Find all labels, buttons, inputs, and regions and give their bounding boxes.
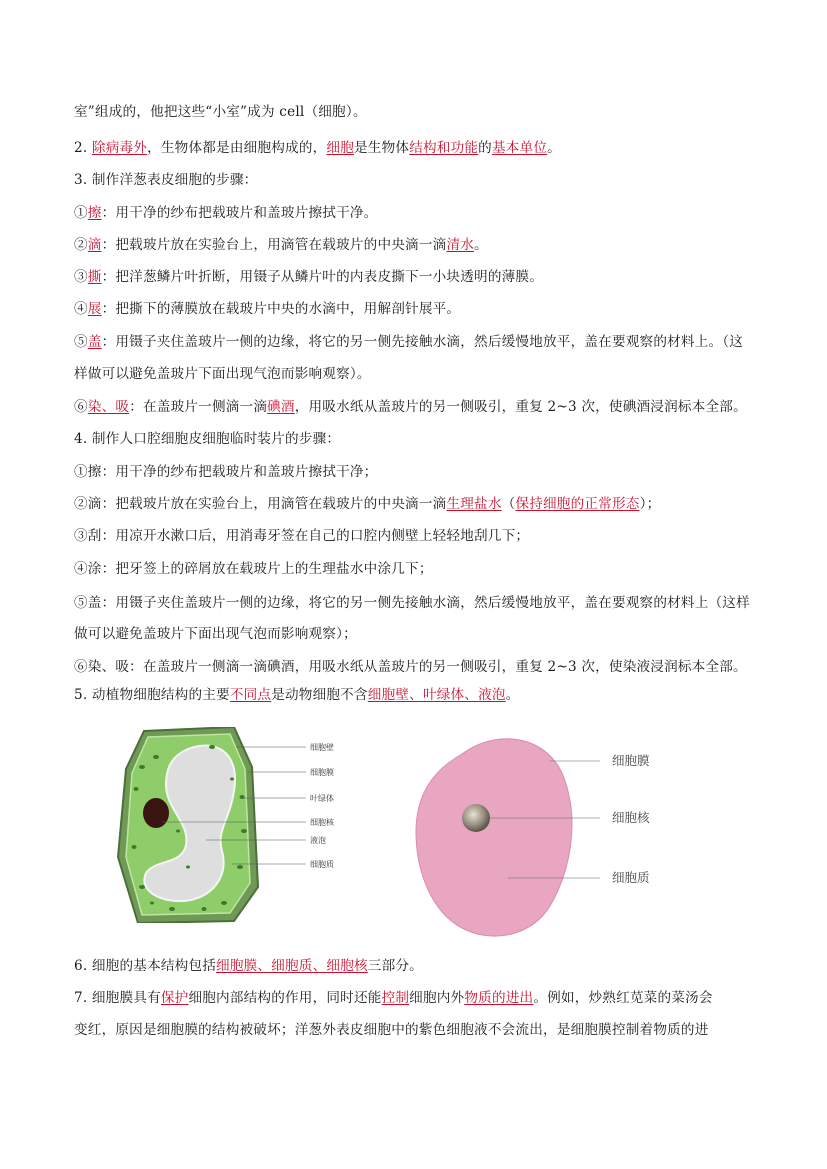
text-line — [74, 267, 764, 287]
answer-highlight: 碘酒 — [267, 399, 295, 415]
label-nucleus: 细胞核 — [310, 818, 334, 827]
plant-cell-diagram — [112, 727, 370, 923]
text-segment: 变红，原因是细胞膜的结构被破坏；洋葱外表皮细胞中的紫色细胞液不会流出，是细胞膜控制着物质的进 — [74, 1022, 709, 1038]
animal-nucleus — [462, 804, 490, 832]
text-line — [74, 462, 764, 482]
text-segment: 室”组成的，他把这些“小室”成为 cell（细胞）。 — [74, 104, 367, 120]
text-line — [74, 203, 764, 223]
text-line — [74, 364, 764, 384]
text-segment: ，用吸水纸从盖玻片的另一侧吸引，重复 2~3 次，使碘酒浸润标本全部。 — [294, 399, 747, 415]
answer-highlight: 不同点 — [229, 687, 272, 703]
text-segment: 6. 细胞的基本结构包括 — [74, 958, 217, 974]
text-segment: ：在盖玻片一侧滴一滴 — [129, 399, 268, 415]
plant-nucleus — [143, 798, 169, 828]
text-segment: 的 — [478, 140, 492, 156]
text-line — [74, 102, 764, 122]
text-segment: 是生物体 — [354, 140, 410, 156]
text-segment: ：把洋葱鳞片叶折断，用镊子从鳞片叶的内表皮撕下一小块透明的薄膜。 — [101, 269, 543, 285]
answer-highlight: 盖 — [87, 334, 102, 350]
text-segment: 2. — [74, 140, 92, 156]
text-segment: （ — [501, 496, 516, 512]
text-segment: 三部分。 — [367, 958, 423, 974]
answer-highlight: 细胞壁、叶绿体、液泡 — [367, 687, 506, 703]
text-line — [74, 956, 764, 976]
text-line — [74, 624, 764, 644]
text-segment: ⑤盖：用镊子夹住盖玻片一侧的边缘，将它的另一侧先接触水滴，然后缓慢地放平，盖在要观察的材料上（这样 — [74, 595, 750, 611]
text-line — [74, 397, 764, 417]
text-segment: ⑤ — [74, 334, 88, 350]
text-segment: 做可以避免盖玻片下面出现气泡而影响观察）； — [74, 626, 357, 642]
answer-highlight: 基本单位 — [491, 140, 548, 156]
answer-highlight: 清水 — [446, 237, 475, 253]
text-segment: ② — [74, 237, 88, 253]
label-animal-cytoplasm: 细胞质 — [612, 870, 650, 885]
text-line — [74, 429, 764, 449]
answer-highlight: 结构和功能 — [409, 140, 479, 156]
text-segment: 。 — [547, 140, 561, 156]
text-segment: ③ — [74, 269, 88, 285]
text-segment: 细胞内部结构的作用，同时还能 — [188, 990, 382, 1006]
text-line — [74, 299, 764, 319]
label-cytoplasm: 细胞质 — [310, 860, 334, 869]
answer-highlight: 擦 — [87, 205, 102, 221]
label-animal-nucleus: 细胞核 — [612, 810, 650, 825]
answer-highlight: 保持细胞的正常形态 — [515, 496, 640, 512]
text-segment: ：用镊子夹住盖玻片一侧的边缘，将它的另一侧先接触水滴，然后缓慢地放平，盖在要观察的材料上。（这 — [101, 334, 744, 350]
text-segment: ：把撕下的薄膜放在载玻片中央的水滴中，用解剖针展平。 — [101, 301, 461, 317]
answer-highlight: 染、吸 — [87, 399, 130, 415]
label-animal-membrane: 细胞膜 — [612, 753, 650, 768]
label-vacuole: 液泡 — [310, 836, 326, 845]
text-segment: ④涂：把牙签上的碎屑放在载玻片上的生理盐水中涂几下； — [74, 561, 433, 577]
answer-highlight: 细胞膜、细胞质、细胞核 — [216, 958, 368, 974]
text-segment: 。 — [505, 687, 520, 703]
answer-highlight: 物质的进出 — [464, 990, 534, 1006]
text-segment: 细胞内外 — [409, 990, 465, 1006]
text-line — [74, 170, 764, 190]
answer-highlight: 除病毒外 — [91, 140, 148, 156]
answer-highlight: 控制 — [381, 990, 410, 1006]
answer-highlight: 展 — [87, 301, 102, 317]
text-line — [74, 685, 764, 705]
text-line — [74, 988, 764, 1008]
text-segment: ④ — [74, 301, 88, 317]
text-segment: ⑥ — [74, 399, 88, 415]
label-cell-membrane: 细胞膜 — [310, 768, 334, 777]
text-segment: ）； — [639, 496, 661, 512]
text-segment: 7. 细胞膜具有 — [74, 990, 161, 1006]
text-segment: 样做可以避免盖玻片下面出现气泡而影响观察）。 — [74, 366, 371, 382]
text-line — [74, 332, 764, 352]
text-line — [74, 593, 764, 613]
label-chloroplast: 叶绿体 — [310, 794, 334, 803]
text-line — [74, 235, 764, 255]
text-line — [74, 494, 764, 514]
text-segment: 。 — [474, 237, 488, 253]
text-segment: 5. 动植物细胞结构的主要 — [74, 687, 230, 703]
animal-cell-diagram — [410, 732, 670, 944]
answer-highlight: 撕 — [87, 269, 102, 285]
text-segment: 。例如，炒熟红苋菜的菜汤会 — [533, 990, 713, 1006]
label-cell-wall: 细胞壁 — [310, 743, 334, 752]
text-line — [74, 1020, 764, 1040]
text-segment: 是动物细胞不含 — [271, 687, 368, 703]
text-line — [74, 657, 764, 677]
text-segment: ：用干净的纱布把载玻片和盖玻片擦拭干净。 — [101, 205, 378, 221]
text-segment: ① — [74, 205, 88, 221]
text-segment: ③刮：用凉开水漱口后，用消毒牙签在自己的口腔内侧壁上轻轻地刮几下； — [74, 528, 530, 544]
text-line — [74, 559, 764, 579]
answer-highlight: 滴 — [87, 237, 102, 253]
text-segment: 4. 制作人口腔细胞皮细胞临时装片的步骤： — [74, 431, 341, 447]
animal-cell-membrane — [416, 739, 572, 936]
text-segment: ①擦：用干净的纱布把载玻片和盖玻片擦拭干净； — [74, 464, 378, 480]
text-segment: ：把载玻片放在实验台上，用滴管在载玻片的中央滴一滴 — [101, 237, 447, 253]
answer-highlight: 保护 — [160, 990, 189, 1006]
text-line — [74, 526, 764, 546]
answer-highlight: 生理盐水 — [446, 496, 502, 512]
answer-highlight: 细胞 — [326, 140, 355, 156]
text-line — [74, 138, 764, 158]
text-segment: ⑥染、吸：在盖玻片一侧滴一滴碘酒，用吸水纸从盖玻片的另一侧吸引，重复 2~3 次，使染液浸润标本全部。 — [74, 659, 747, 675]
text-segment: ，生物体都是由细胞构成的， — [147, 140, 327, 156]
text-segment: ②滴：把载玻片放在实验台上，用滴管在载玻片的中央滴一滴 — [74, 496, 447, 512]
text-segment: 3. 制作洋葱表皮细胞的步骤： — [74, 172, 258, 188]
